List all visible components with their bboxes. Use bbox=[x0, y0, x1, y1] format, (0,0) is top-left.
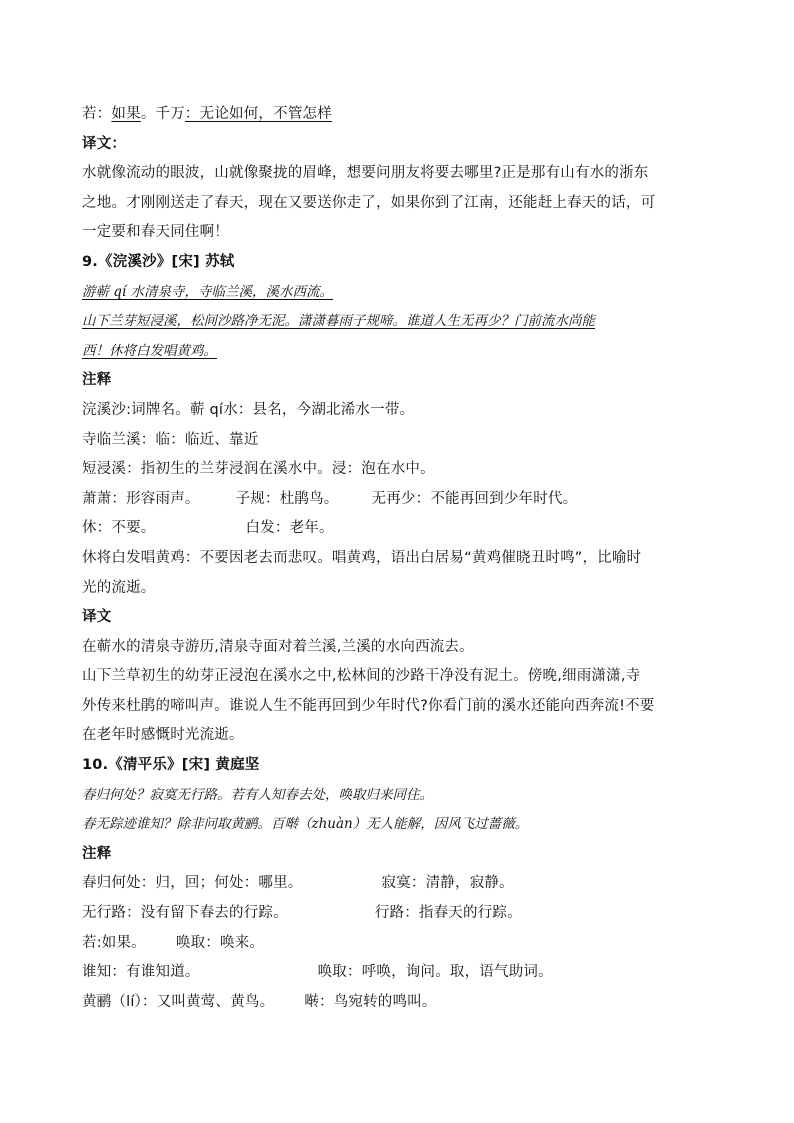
poem-line: 春归何处？寂寞无行路。若有人知春去处，唤取归来同住。 bbox=[82, 786, 433, 803]
translation-line: 一定要和春天同住啊！ bbox=[82, 224, 229, 241]
note-item: 无再少：不能再回到少年时代。 bbox=[371, 490, 578, 507]
note-line: 浣溪沙:词牌名。蕲 qí水：县名，今湖北浠水一带。 bbox=[82, 401, 415, 418]
section-heading-notes: 注释 bbox=[82, 845, 112, 862]
section-heading-notes: 注释 bbox=[82, 372, 112, 389]
note-line bbox=[82, 988, 722, 1018]
gloss-definition: 如果 bbox=[111, 106, 141, 122]
poem-text: 山下兰芽短浸溪，松间沙路净无泥。潇潇暮雨子规啼。谁道人生无再少？门前流水尚能 bbox=[82, 313, 595, 330]
note-line: 休将白发唱黄鸡：不要因老去而悲叹。唱黄鸡，语出白居易“黄鸡催晓丑时鸣”，比喻时 bbox=[82, 549, 642, 566]
poem-text: 西！休将白发唱黄鸡。 bbox=[82, 342, 217, 359]
gloss-line-ruo-qianwan bbox=[82, 100, 722, 130]
note-item: 休：不要。 bbox=[82, 520, 156, 537]
poem-heading-9: 9.《浣溪沙》[宋] 苏轼 bbox=[82, 253, 235, 270]
note-line bbox=[82, 869, 722, 899]
note-line: 短浸溪：指初生的兰芽浸润在溪水中。浸：泡在水中。 bbox=[82, 461, 435, 478]
note-item: 黄鹂（lí）：又叫黄莺、黄鸟。 bbox=[82, 993, 275, 1010]
poem-preface bbox=[82, 278, 722, 308]
note-line bbox=[82, 929, 722, 959]
note-line: 寺临兰溪：临：临近、靠近 bbox=[82, 431, 259, 448]
section-heading-translation: 译文 bbox=[82, 609, 112, 626]
document-page bbox=[82, 100, 722, 1017]
translation-line: 之地。才刚刚送走了春天，现在又要送你走了，如果你到了江南，还能赶上春天的话，可 bbox=[82, 194, 656, 211]
translation-line: 在老年时感慨时光流逝。 bbox=[82, 727, 244, 744]
translation-line: 山下兰草初生的幼芽正浸泡在溪水之中,松林间的沙路干净没有泥土。傍晚,细雨潇潇,寺 bbox=[82, 668, 641, 685]
gloss-definition: ：无论如何，不管怎样 bbox=[184, 106, 332, 122]
poem-text: 游蕲 qí 水清泉寺，寺临兰溪，溪水西流。 bbox=[82, 283, 334, 300]
note-item: 若:如果。 bbox=[82, 934, 146, 951]
note-item: 行路：指春天的行踪。 bbox=[374, 905, 522, 922]
section-heading-translation: 译文： bbox=[82, 135, 127, 152]
note-item: 唤取：呼唤，询问。取，语气助词。 bbox=[317, 964, 553, 981]
note-item: 春归何处：归，回；何处：哪里。 bbox=[82, 875, 303, 892]
note-item: 子规：杜鹃鸟。 bbox=[235, 490, 339, 507]
note-line bbox=[82, 485, 722, 515]
poem-line bbox=[82, 337, 722, 367]
note-line bbox=[82, 899, 722, 929]
poem-heading-10: 10.《清平乐》[宋] 黄庭坚 bbox=[82, 757, 260, 774]
note-item: 无行路：没有留下春去的行踪。 bbox=[82, 905, 288, 922]
translation-line: 外传来杜鹃的啼叫声。谁说人生不能再回到少年时代?你看门前的溪水还能向西奔流!不要 bbox=[82, 697, 655, 714]
note-item: 白发：老年。 bbox=[245, 520, 334, 537]
note-item: 萧萧：形容雨声。 bbox=[82, 490, 200, 507]
note-line: 光的流逝。 bbox=[82, 579, 156, 596]
note-item: 谁知：有谁知道。 bbox=[82, 964, 200, 981]
note-item: 寂寞：清静，寂静。 bbox=[381, 875, 514, 892]
gloss-term: 。千万 bbox=[140, 106, 185, 122]
note-line bbox=[82, 958, 722, 988]
gloss-term: 若： bbox=[82, 106, 112, 122]
poem-line bbox=[82, 307, 722, 337]
translation-line: 在蕲水的清泉寺游历,清泉寺面对着兰溪,兰溪的水向西流去。 bbox=[82, 638, 474, 655]
note-line bbox=[82, 514, 722, 544]
note-item: 唤取：唤来。 bbox=[175, 934, 265, 951]
translation-line: 水就像流动的眼波，山就像聚拢的眉峰，想要问朋友将要去哪里?正是那有山有水的浙东 bbox=[82, 165, 649, 182]
note-item: 啭：鸟宛转的鸣叫。 bbox=[304, 993, 437, 1010]
poem-line: 春无踪迹谁知？除非问取黄鹂。百啭（zhuàn）无人能解，因风飞过蔷薇。 bbox=[82, 816, 529, 833]
